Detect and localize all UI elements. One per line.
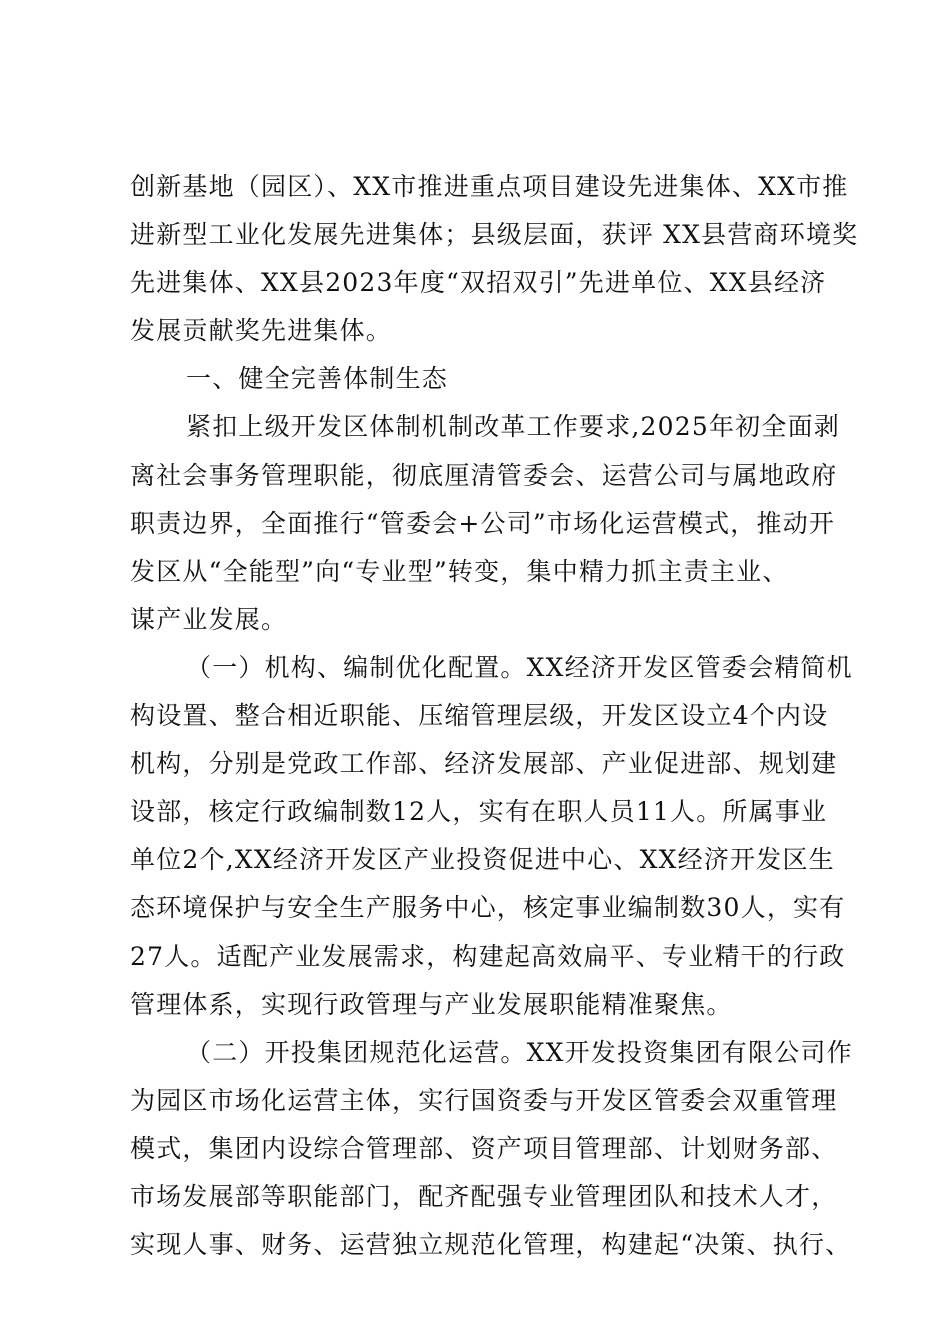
text-line: 市场发展部等职能部门，配齐配强专业管理团队和技术人才， — [130, 1181, 838, 1211]
text-line: 谋产业发展。 — [130, 604, 288, 634]
text-line: 发展贡献奖先进集体。 — [130, 316, 393, 346]
section-heading: 一、健全完善体制生态 — [186, 364, 449, 394]
text-line: 职责边界，全面推行“管委会+公司”市场化运营模式，推动开 — [130, 508, 836, 538]
text-line: 27人。适配产业发展需求，构建起高效扁平、专业精干的行政 — [130, 941, 846, 971]
text-line: 先进集体、XX县2023年度“双招双引”先进单位、XX县经济 — [130, 268, 827, 298]
text-line: 设部，核定行政编制数12人，实有在职人员11人。所属事业 — [130, 797, 828, 827]
paragraph-start: 紧扣上级开发区体制机制改革工作要求,2025年初全面剥 — [186, 412, 840, 442]
text-line: 为园区市场化运营主体，实行国资委与开发区管委会双重管理 — [130, 1085, 838, 1115]
text-line: 发区从“全能型”向“专业型”转变，集中精力抓主责主业、 — [130, 556, 789, 586]
text-line: 模式，集团内设综合管理部、资产项目管理部、计划财务部、 — [130, 1133, 838, 1163]
text-line: 机构，分别是党政工作部、经济发展部、产业促进部、规划建 — [130, 749, 838, 779]
text-line: 构设置、整合相近职能、压缩管理层级，开发区设立4个内设 — [130, 701, 829, 731]
text-line: 管理体系，实现行政管理与产业发展职能精准聚焦。 — [130, 989, 733, 1019]
text-line: 实现人事、财务、运营独立规范化管理，构建起“决策、执行、 — [130, 1230, 852, 1260]
subsection-heading: （二）开投集团规范化运营。XX开发投资集团有限公司作 — [186, 1037, 853, 1067]
text-line: 进新型工业化发展先进集体；县级层面，获评 XX县营商环境奖 — [130, 220, 859, 250]
text-line: 态环境保护与安全生产服务中心，核定事业编制数30人，实有 — [130, 893, 846, 923]
text-line: 离社会事务管理职能，彻底厘清管委会、运营公司与属地政府 — [130, 460, 838, 490]
text-line: 单位2个,XX经济开发区产业投资促进中心、XX经济开发区生 — [130, 845, 835, 875]
text-line: 创新基地（园区）、XX市推进重点项目建设先进集体、XX市推 — [130, 172, 849, 201]
document-body — [130, 163, 858, 1269]
subsection-heading: （一）机构、编制优化配置。XX经济开发区管委会精简机 — [186, 652, 853, 682]
